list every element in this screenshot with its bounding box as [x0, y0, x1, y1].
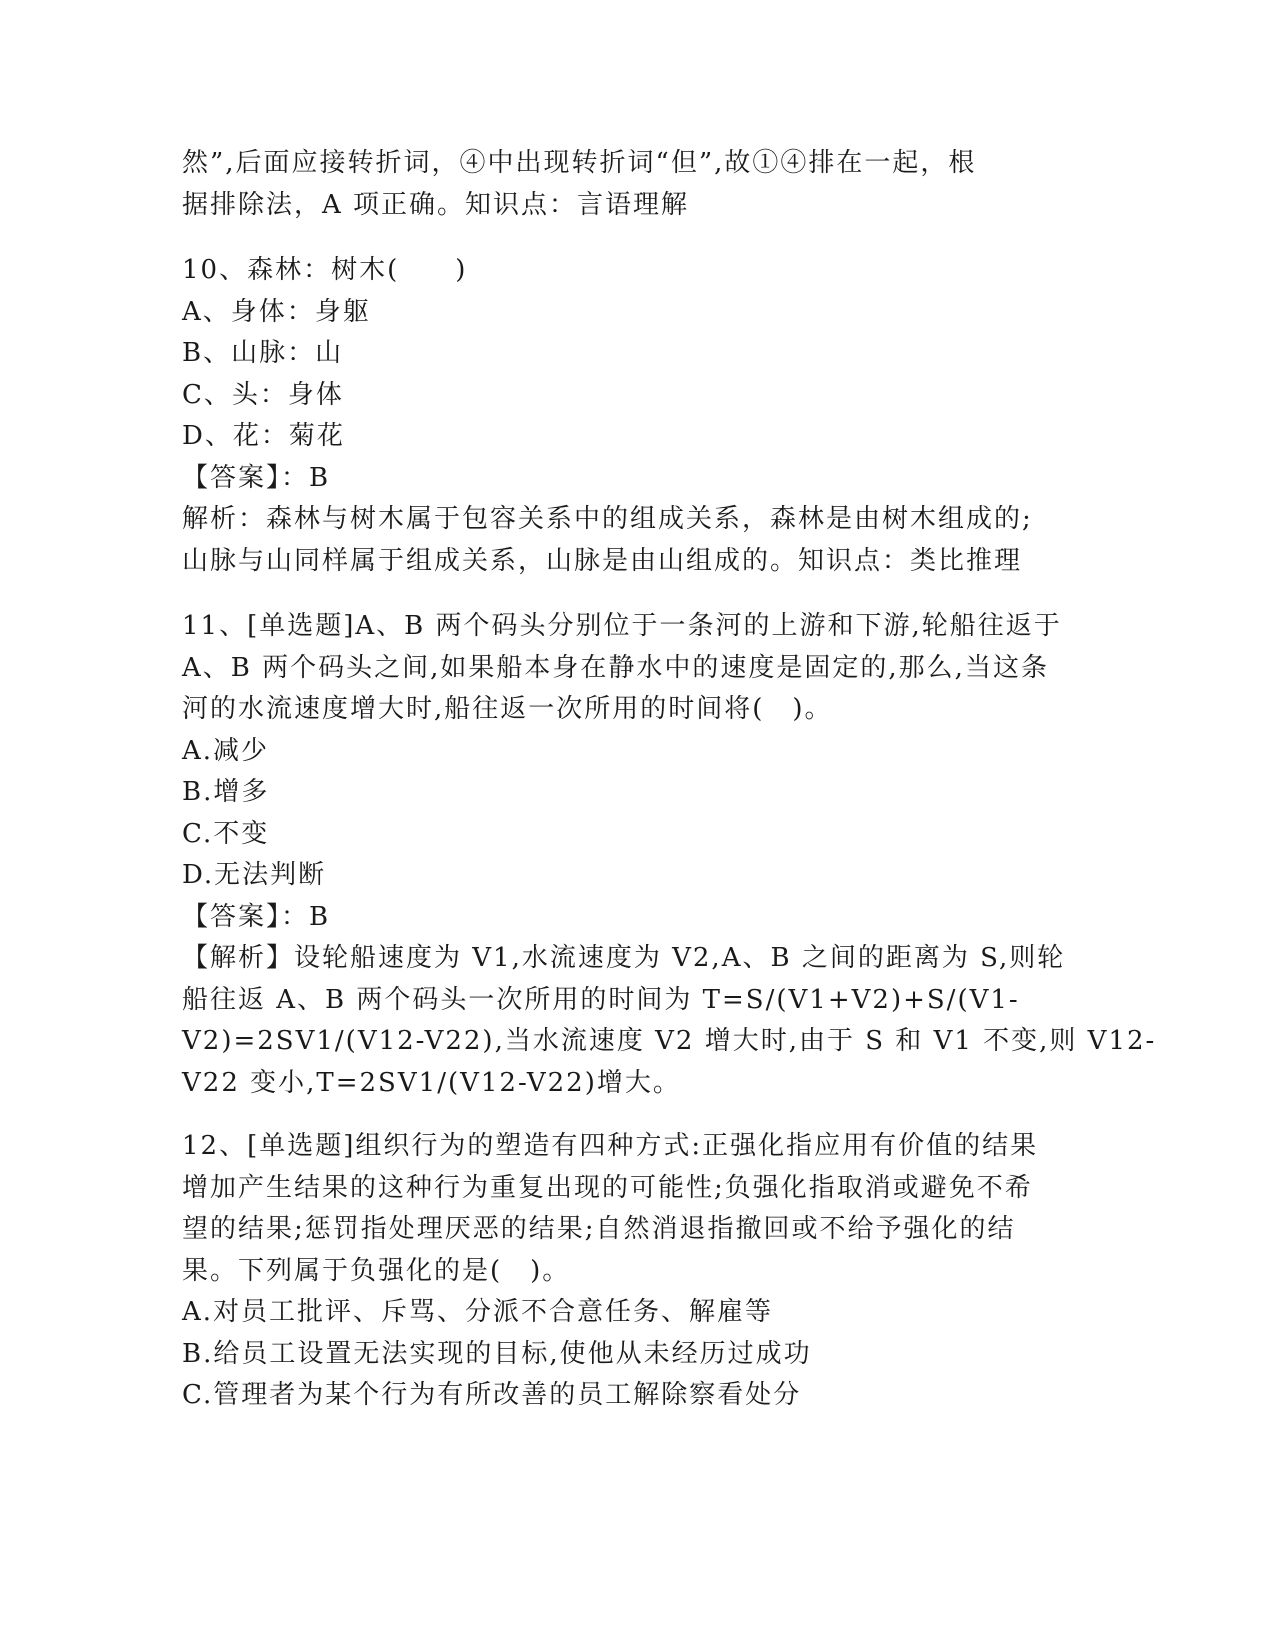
text-line: 据排除法，A 项正确。知识点：言语理解: [182, 189, 690, 220]
option-d: D.无法判断: [182, 860, 327, 890]
option-a: A、身体：身躯: [182, 296, 371, 327]
text-line: 然”,后面应接转折词，④中出现转折词“但”,故①④排在一起，根: [182, 148, 977, 178]
option-c: C.不变: [182, 818, 270, 849]
analysis-line: 解析：森林与树木属于包容关系中的组成关系，森林是由树木组成的;: [182, 504, 1033, 534]
analysis-line: V22 变小,T=2SV1/(V12-V22)增大。: [182, 1067, 681, 1098]
analysis-line: 山脉与山同样属于组成关系，山脉是由山组成的。知识点：类比推理: [182, 545, 1023, 576]
analysis-line: V2)=2SV1/(V12-V22),当水流速度 V2 增大时,由于 S 和 V1 不变,则 V12-: [182, 1026, 1157, 1056]
document-page: [182, 143, 1157, 1417]
question-stem: 河的水流速度增大时,船往返一次所用的时间将( )。: [182, 694, 833, 724]
question-stem: 11、[单选题]A、B 两个码头分别位于一条河的上游和下游,轮船往返于: [182, 611, 1062, 641]
answer: 【答案】：B: [182, 901, 331, 932]
option-a: A.减少: [182, 735, 270, 766]
option-d: D、花：菊花: [182, 421, 345, 451]
question-stem: 增加产生结果的这种行为重复出现的可能性;负强化指取消或避免不希: [182, 1172, 1033, 1203]
question-stem: 10、森林：树木( ): [182, 255, 468, 285]
option-c: C.管理者为某个行为有所改善的员工解除察看处分: [182, 1380, 802, 1410]
analysis-line: 【解析】设轮船速度为 V1,水流速度为 V2,A、B 之间的距离为 S,则轮: [182, 943, 1066, 973]
option-b: B、山脉：山: [182, 338, 344, 368]
question-stem: 望的结果;惩罚指处理厌恶的结果;自然消退指撤回或不给予强化的结: [182, 1214, 1016, 1244]
option-c: C、头：身体: [182, 379, 344, 410]
question-10: [182, 250, 1042, 582]
option-b: B.增多: [182, 777, 270, 807]
question-stem: A、B 两个码头之间,如果船本身在静水中的速度是固定的,那么,当这条: [182, 652, 1049, 683]
analysis-line: 船往返 A、B 两个码头一次所用的时间为 T=S/(V1+V2)+S/(V1-: [182, 984, 1020, 1015]
question-stem: 果。下列属于负强化的是( )。: [182, 1255, 571, 1286]
answer: 【答案】：B: [182, 462, 331, 493]
question-12: [182, 1126, 1042, 1417]
question-11: [182, 606, 1157, 1104]
option-a: A.对员工批评、斥骂、分派不合意任务、解雇等: [182, 1297, 774, 1327]
question-stem: 12、[单选题]组织行为的塑造有四种方式:正强化指应用有价值的结果: [182, 1131, 1039, 1161]
option-b: B.给员工设置无法实现的目标,使他从未经历过成功: [182, 1338, 812, 1369]
previous-analysis-tail: [182, 143, 1042, 226]
